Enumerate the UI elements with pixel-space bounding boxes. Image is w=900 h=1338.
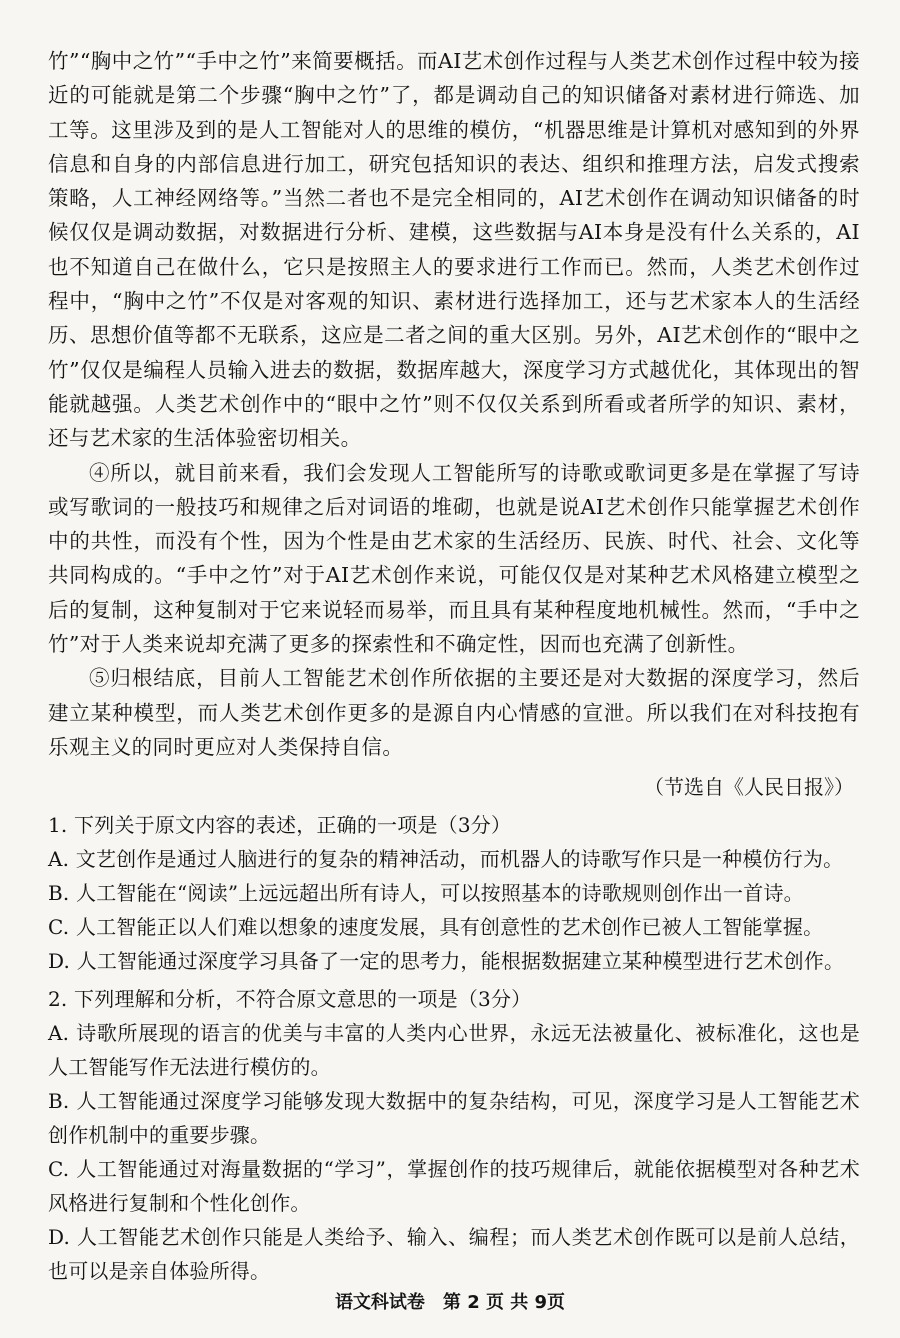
page-footer: 语文科试卷 第 2 页 共 9页: [334, 1292, 566, 1313]
option-d: D. 人工智能通过深度学习具备了一定的思考力，能根据数据建立某种模型进行艺术创作。: [48, 949, 845, 974]
option-c: C. 人工智能通过对海量数据的“学习”，掌握创作的技巧规律后，就能依据模型对各种艺术风格进行复制和个性化创作。: [48, 1157, 860, 1216]
option-d: D. 人工智能艺术创作只能是人类给予、输入、编程；而人类艺术创作既可以是前人总结，也可以是亲自体验所得。: [48, 1225, 860, 1284]
passage-paragraph-4: ④所以，就目前来看，我们会发现人工智能所写的诗歌或歌词更多是在掌握了写诗或写歌词的一般技巧和规律之后对词语的堆砌，也就是说AI艺术创作只能掌握艺术创作中的共性，而没有个性，因为个性是由艺术家的生活经历、民族、时代、社会、文化等共同构成的。“手中之竹”对于AI艺术创作来说，可能仅仅是对某种艺术风格建立模型之后的复制，这种复制对于它来说轻而易举，而且具有某种程度地机械性。然而，“手中之竹”对于人类来说却充满了更多的探索性和不确定性，因而也充满了创新性。: [48, 460, 860, 657]
option-b: B. 人工智能通过深度学习能够发现大数据中的复杂结构，可见，深度学习是人工智能艺术创作机制中的重要步骤。: [48, 1089, 860, 1148]
passage-source: （节选自《人民日报》）: [644, 775, 854, 800]
option-c: C. 人工智能正以人们难以想象的速度发展，具有创意性的艺术创作已被人工智能掌握。: [48, 915, 824, 940]
question-stem: 2. 下列理解和分析，不符合原文意思的一项是（3分）: [48, 987, 532, 1012]
option-a: A. 文艺创作是通过人脑进行的复杂的精神活动，而机器人的诗歌写作只是一种模仿行为。: [48, 847, 844, 872]
passage-paragraph-3: 竹”“胸中之竹”“手中之竹”来简要概括。而AI艺术创作过程与人类艺术创作过程中较为接近的可能就是第二个步骤“胸中之竹”了，都是调动自己的知识储备对素材进行筛选、加工等。这里涉及到的是人工智能对人的思维的模仿，“机器思维是计算机对感知到的外界信息和自身的内部信息进行加工，研究包括知识的表达、组织和推理方法，启发式搜索策略，人工神经网络等。”当然二者也不是完全相同的，AI艺术创作在调动知识储备的时候仅仅是调动数据，对数据进行分析、建模，这些数据与AI本身是没有什么关系的，AI也不知道自己在做什么，它只是按照主人的要求进行工作而已。然而，人类艺术创作过程中，“胸中之竹”不仅是对客观的知识、素材进行选择加工，还与艺术家本人的生活经历、思想价值等都不无联系，这应是二者之间的重大区别。另外，AI艺术创作的“眼中之竹”仅仅是编程人员输入进去的数据，数据库越大，深度学习方式越优化，其体现出的智能就越强。人类艺术创作中的“眼中之竹”则不仅仅关系到所看或者所学的知识、素材，还与艺术家的生活体验密切相关。: [48, 49, 860, 451]
passage-paragraph-5: ⑤归根结底，目前人工智能艺术创作所依据的主要还是对大数据的深度学习，然后建立某种模型，而人类艺术创作更多的是源自内心情感的宣泄。所以我们在对科技抱有乐观主义的同时更应对人类保持自信。: [48, 666, 860, 759]
reading-passage: [48, 44, 860, 804]
question-2: [48, 982, 860, 1288]
question-stem: 1. 下列关于原文内容的表述，正确的一项是（3分）: [48, 813, 512, 838]
option-b: B. 人工智能在“阅读”上远远超出所有诗人，可以按照基本的诗歌规则创作出一首诗。: [48, 881, 804, 906]
question-1: [48, 808, 860, 978]
option-a: A. 诗歌所展现的语言的优美与丰富的人类内心世界，永远无法被量化、被标准化，这也是人工智能写作无法进行模仿的。: [48, 1021, 860, 1080]
